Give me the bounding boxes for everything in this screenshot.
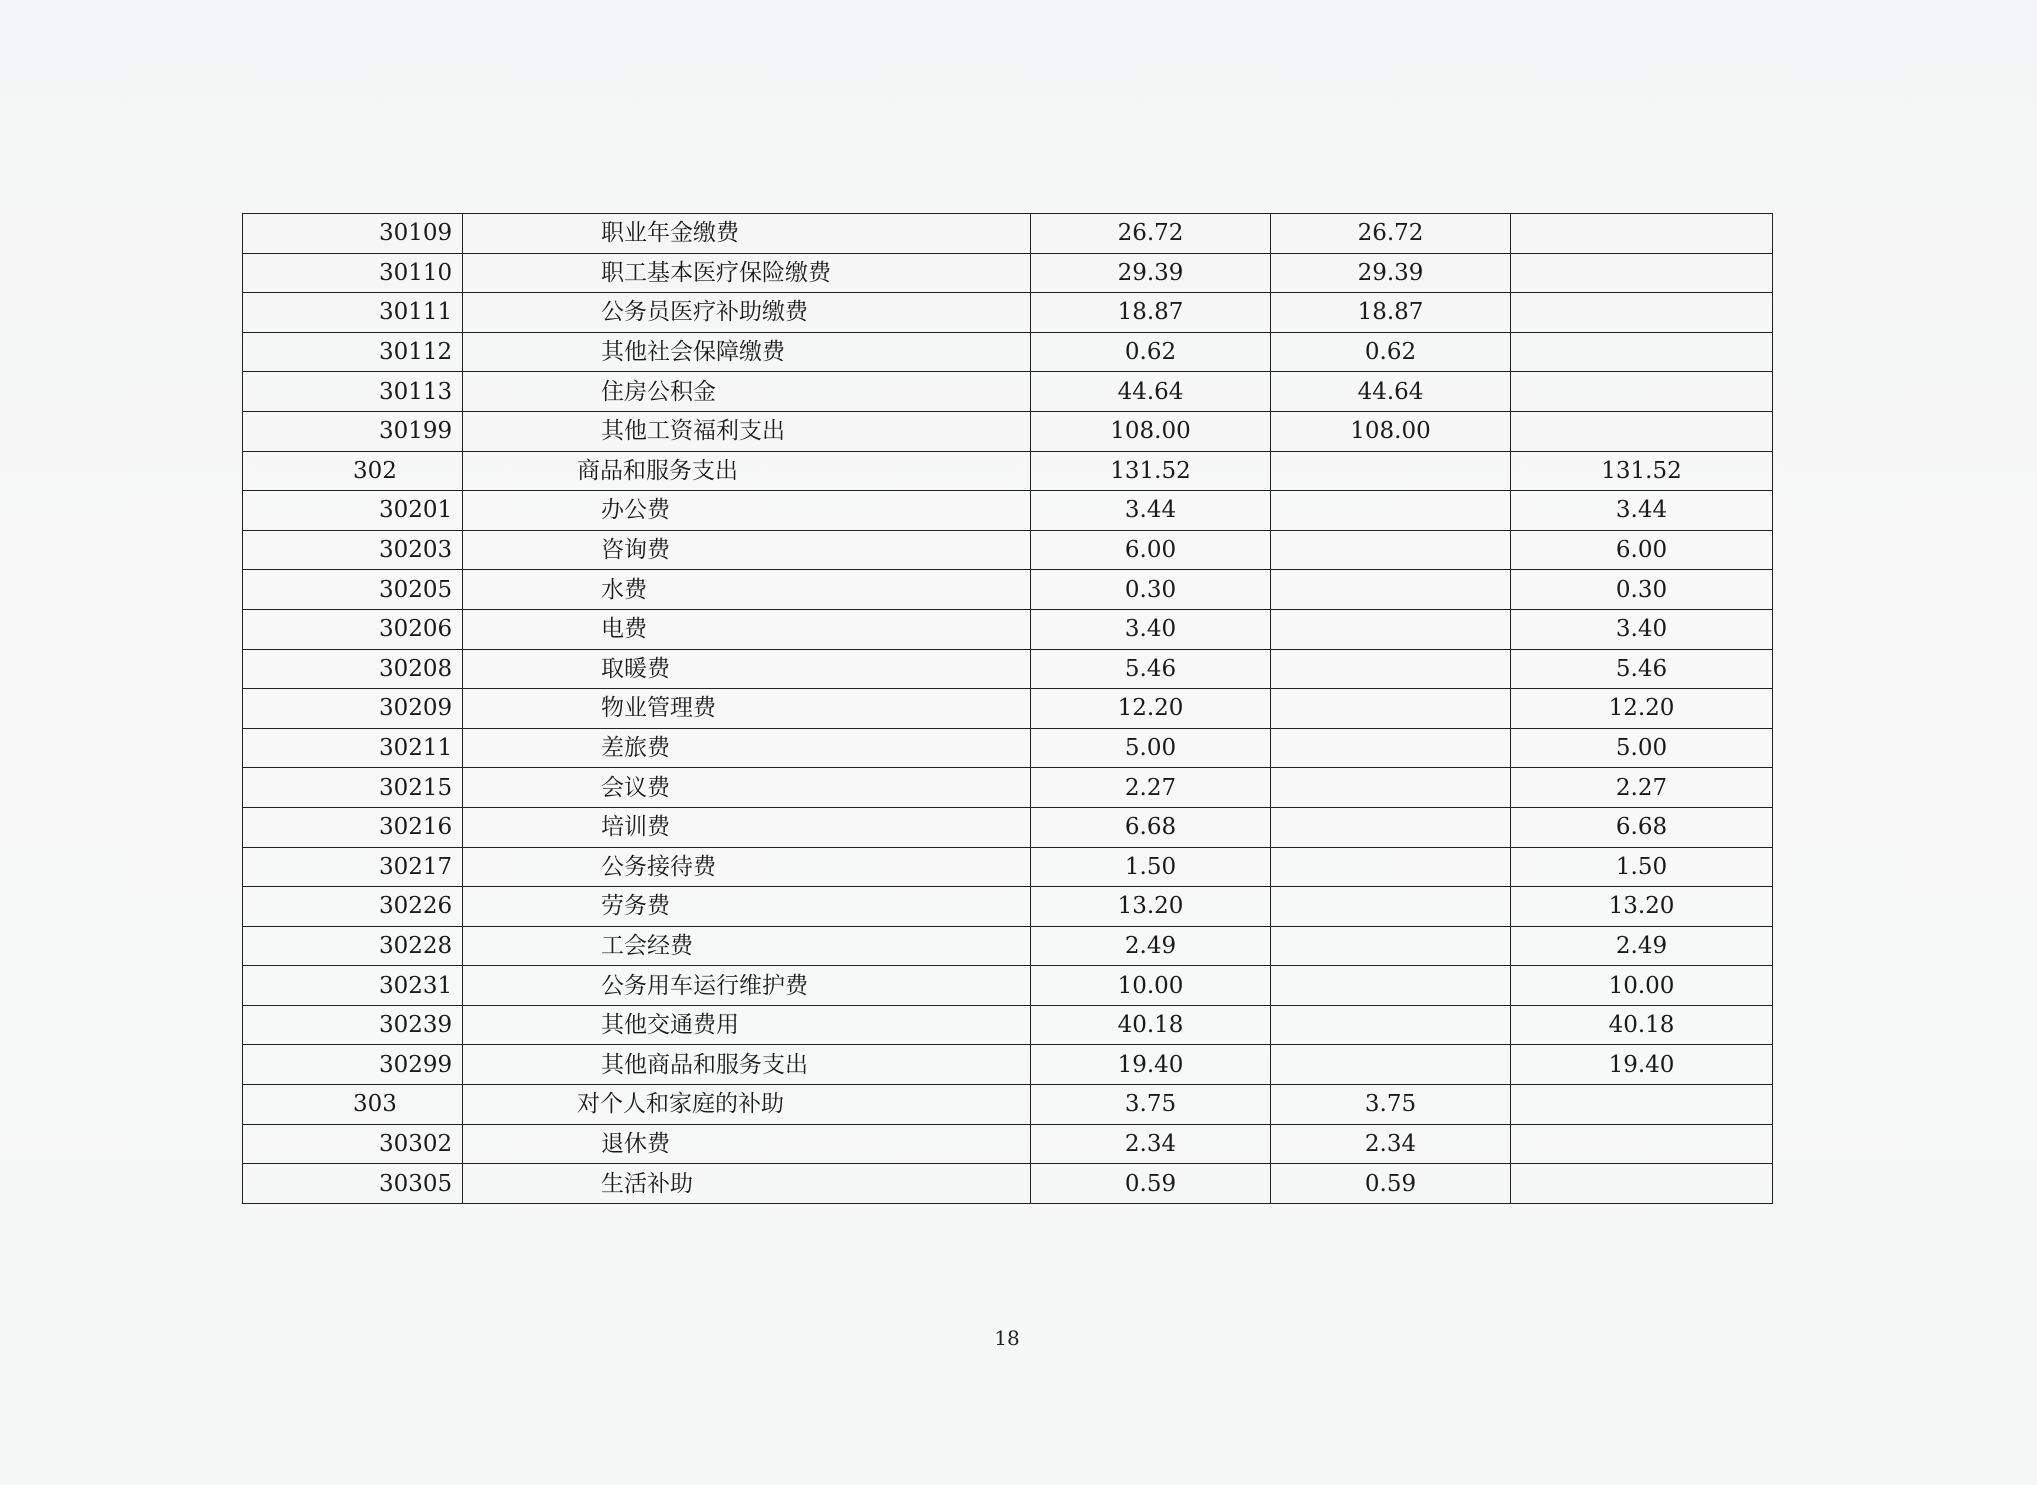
cell-basic — [1271, 1045, 1511, 1085]
cell-name: 取暖费 — [463, 649, 1031, 689]
cell-name: 对个人和家庭的补助 — [463, 1085, 1031, 1125]
cell-code: 30201 — [243, 491, 463, 531]
cell-total: 5.46 — [1031, 649, 1271, 689]
cell-code: 30203 — [243, 530, 463, 570]
cell-name: 水费 — [463, 570, 1031, 610]
cell-name: 差旅费 — [463, 728, 1031, 768]
cell-total: 44.64 — [1031, 372, 1271, 412]
table-row — [243, 1045, 1773, 1085]
cell-basic — [1271, 570, 1511, 610]
cell-project — [1511, 214, 1773, 254]
cell-total: 2.27 — [1031, 768, 1271, 808]
cell-basic: 3.75 — [1271, 1085, 1511, 1125]
cell-project: 1.50 — [1511, 847, 1773, 887]
cell-total: 0.62 — [1031, 332, 1271, 372]
cell-name: 工会经费 — [463, 926, 1031, 966]
cell-basic — [1271, 530, 1511, 570]
cell-basic — [1271, 491, 1511, 531]
cell-project: 19.40 — [1511, 1045, 1773, 1085]
cell-total: 3.40 — [1031, 609, 1271, 649]
cell-project: 6.68 — [1511, 807, 1773, 847]
table-row — [243, 570, 1773, 610]
cell-code: 30299 — [243, 1045, 463, 1085]
cell-name: 其他社会保障缴费 — [463, 332, 1031, 372]
cell-code: 30109 — [243, 214, 463, 254]
cell-total: 6.00 — [1031, 530, 1271, 570]
cell-code: 30228 — [243, 926, 463, 966]
table-row — [243, 1005, 1773, 1045]
cell-code: 30110 — [243, 253, 463, 293]
cell-project: 2.49 — [1511, 926, 1773, 966]
table-row — [243, 411, 1773, 451]
cell-basic: 29.39 — [1271, 253, 1511, 293]
cell-name: 培训费 — [463, 807, 1031, 847]
table-row — [243, 1085, 1773, 1125]
cell-name: 会议费 — [463, 768, 1031, 808]
cell-name: 其他交通费用 — [463, 1005, 1031, 1045]
budget-table — [242, 213, 1773, 1204]
cell-total: 18.87 — [1031, 293, 1271, 333]
table-row — [243, 332, 1773, 372]
cell-project — [1511, 1164, 1773, 1204]
cell-name: 咨询费 — [463, 530, 1031, 570]
cell-project — [1511, 293, 1773, 333]
cell-code: 30211 — [243, 728, 463, 768]
cell-basic — [1271, 609, 1511, 649]
cell-total: 6.68 — [1031, 807, 1271, 847]
cell-name: 商品和服务支出 — [463, 451, 1031, 491]
cell-project: 2.27 — [1511, 768, 1773, 808]
cell-code: 30111 — [243, 293, 463, 333]
cell-total: 3.44 — [1031, 491, 1271, 531]
cell-code: 30206 — [243, 609, 463, 649]
cell-total: 131.52 — [1031, 451, 1271, 491]
cell-total: 19.40 — [1031, 1045, 1271, 1085]
cell-basic — [1271, 1005, 1511, 1045]
table-row — [243, 847, 1773, 887]
table-row — [243, 609, 1773, 649]
table-row — [243, 372, 1773, 412]
cell-code: 30216 — [243, 807, 463, 847]
cell-name: 公务员医疗补助缴费 — [463, 293, 1031, 333]
cell-total: 108.00 — [1031, 411, 1271, 451]
cell-project: 40.18 — [1511, 1005, 1773, 1045]
cell-basic: 44.64 — [1271, 372, 1511, 412]
cell-project: 13.20 — [1511, 887, 1773, 927]
cell-project: 3.44 — [1511, 491, 1773, 531]
table-row — [243, 966, 1773, 1006]
table-row — [243, 530, 1773, 570]
cell-basic — [1271, 451, 1511, 491]
cell-code: 30112 — [243, 332, 463, 372]
cell-name: 职工基本医疗保险缴费 — [463, 253, 1031, 293]
cell-total: 26.72 — [1031, 214, 1271, 254]
cell-project — [1511, 332, 1773, 372]
table-row — [243, 926, 1773, 966]
cell-code: 30239 — [243, 1005, 463, 1045]
cell-name: 住房公积金 — [463, 372, 1031, 412]
cell-code: 30208 — [243, 649, 463, 689]
cell-basic — [1271, 689, 1511, 729]
cell-total: 5.00 — [1031, 728, 1271, 768]
table-row — [243, 1164, 1773, 1204]
cell-basic: 0.62 — [1271, 332, 1511, 372]
cell-name: 职业年金缴费 — [463, 214, 1031, 254]
cell-basic: 26.72 — [1271, 214, 1511, 254]
cell-name: 其他工资福利支出 — [463, 411, 1031, 451]
cell-code: 302 — [243, 451, 463, 491]
cell-code: 30302 — [243, 1124, 463, 1164]
table-row — [243, 451, 1773, 491]
table-row — [243, 1124, 1773, 1164]
table-row — [243, 293, 1773, 333]
cell-project: 5.46 — [1511, 649, 1773, 689]
table-row — [243, 253, 1773, 293]
table-body — [243, 214, 1773, 1204]
cell-code: 30217 — [243, 847, 463, 887]
cell-total: 0.30 — [1031, 570, 1271, 610]
cell-total: 12.20 — [1031, 689, 1271, 729]
cell-code: 30205 — [243, 570, 463, 610]
cell-basic — [1271, 728, 1511, 768]
cell-basic — [1271, 807, 1511, 847]
cell-basic — [1271, 887, 1511, 927]
cell-code: 30199 — [243, 411, 463, 451]
cell-total: 2.49 — [1031, 926, 1271, 966]
cell-total: 40.18 — [1031, 1005, 1271, 1045]
cell-project: 12.20 — [1511, 689, 1773, 729]
table-row — [243, 491, 1773, 531]
cell-project: 0.30 — [1511, 570, 1773, 610]
cell-name: 其他商品和服务支出 — [463, 1045, 1031, 1085]
cell-code: 30209 — [243, 689, 463, 729]
cell-name: 电费 — [463, 609, 1031, 649]
cell-name: 公务用车运行维护费 — [463, 966, 1031, 1006]
cell-code: 30215 — [243, 768, 463, 808]
cell-name: 生活补助 — [463, 1164, 1031, 1204]
cell-total: 3.75 — [1031, 1085, 1271, 1125]
cell-code: 30113 — [243, 372, 463, 412]
cell-basic — [1271, 649, 1511, 689]
cell-basic — [1271, 768, 1511, 808]
cell-project — [1511, 411, 1773, 451]
cell-basic: 0.59 — [1271, 1164, 1511, 1204]
cell-code: 303 — [243, 1085, 463, 1125]
cell-basic: 2.34 — [1271, 1124, 1511, 1164]
cell-total: 29.39 — [1031, 253, 1271, 293]
cell-name: 物业管理费 — [463, 689, 1031, 729]
cell-code: 30226 — [243, 887, 463, 927]
cell-basic — [1271, 966, 1511, 1006]
cell-name: 公务接待费 — [463, 847, 1031, 887]
cell-total: 2.34 — [1031, 1124, 1271, 1164]
cell-total: 10.00 — [1031, 966, 1271, 1006]
cell-project — [1511, 1124, 1773, 1164]
cell-code: 30305 — [243, 1164, 463, 1204]
page-number: 18 — [994, 1326, 1020, 1350]
cell-basic: 18.87 — [1271, 293, 1511, 333]
cell-basic — [1271, 926, 1511, 966]
cell-total: 1.50 — [1031, 847, 1271, 887]
cell-total: 13.20 — [1031, 887, 1271, 927]
cell-project: 10.00 — [1511, 966, 1773, 1006]
cell-project: 3.40 — [1511, 609, 1773, 649]
cell-total: 0.59 — [1031, 1164, 1271, 1204]
table-row — [243, 689, 1773, 729]
cell-name: 退休费 — [463, 1124, 1031, 1164]
table-row — [243, 768, 1773, 808]
table-row — [243, 214, 1773, 254]
table-row — [243, 649, 1773, 689]
cell-basic — [1271, 847, 1511, 887]
table-row — [243, 807, 1773, 847]
cell-project: 131.52 — [1511, 451, 1773, 491]
cell-project: 5.00 — [1511, 728, 1773, 768]
table-row — [243, 887, 1773, 927]
cell-project — [1511, 253, 1773, 293]
cell-project — [1511, 372, 1773, 412]
table-row — [243, 728, 1773, 768]
cell-code: 30231 — [243, 966, 463, 1006]
cell-project — [1511, 1085, 1773, 1125]
cell-name: 劳务费 — [463, 887, 1031, 927]
cell-basic: 108.00 — [1271, 411, 1511, 451]
cell-project: 6.00 — [1511, 530, 1773, 570]
cell-name: 办公费 — [463, 491, 1031, 531]
